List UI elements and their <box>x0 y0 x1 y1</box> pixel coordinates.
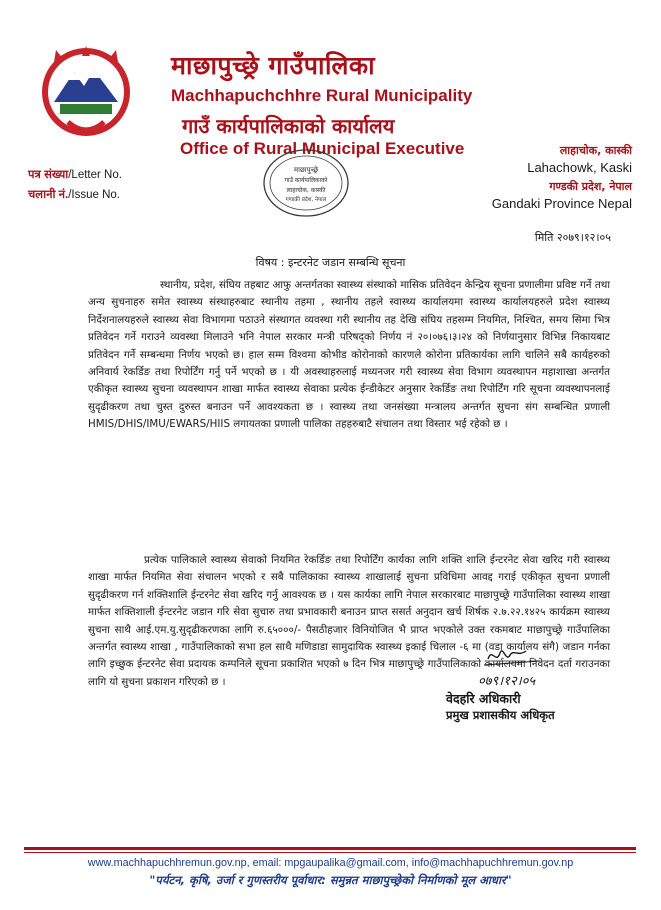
letter-date: मिति २०७९।१२।०५ <box>534 231 611 244</box>
stamp-line-3: लाहाचोक, कास्की <box>286 187 326 194</box>
office-stamp-icon <box>262 148 350 218</box>
body-paragraph-1 <box>88 277 610 434</box>
paragraph-2-text: प्रत्येक पालिकाले स्वास्थ्य सेवाको नियमित रेकर्डिङ तथा रिपोर्टिंग कार्यका लागि शक्ति शालि ईन्टरनेट सेवा खरिद गरी स्वास्थ्य शाखा मार्फत नियमित सेवा संचालन भएको र सबै पालिकाका स्वास्थ्य शाखालाई सुचना प्रविधिमा आवद्द गराई एकीकृत सुचना प्रणाली सुदृढीकरण गर्न शक्तिशालि ईन्टरनेट सेवा खरिद गर्नु आवश्यक छ । यस कार्यका लागि नेपाल सरकारबाट माछापुच्छ्रे गाउँपालिका स्वास्थ्य शाखा मार्फत शक्तिशाली ईन्टरनेट जडान गरि सेवा सुचारु तथा प्रभावकारी बनाउन प्राप्त ससर्त अनुदान खर्च शिर्षक २.७.२२.१४२५ कार्यक्रम स्वास्थ्य सुचना साथै आई.एम.यु.सुदृढीकरणका लागि रु.६५०००/- पैसठीहजार विनियोजित भै प्राप्त भएकोले उक्त रकमबाट माछापुच्छ्रे गाउँपालिका अन्तर्गत स्वास्थ्य शाखा , गाउँपालिकाको सभा हल साथै मणिडाडा सामुदायिक स्वास्थ्य इकाई चिलाल -६ मा (वडा कार्यालय संगै) जडान गर्नका लागि इच्छुक ईन्टरनेट सेवा प्रदायक कम्पनिले सूचना प्रकाशित भएको ७ दिन भित्र माछापुच्छ्रे गाउँपालिकाको कार्यालयमा निवेदन दर्ता गराउनका लागि यो सुचना प्रकाशन गरिएको छ । <box>88 554 610 688</box>
footer-rule <box>24 847 636 850</box>
municipality-name-np: माछापुच्छ्रे गाउँपालिका <box>171 51 376 80</box>
address-line2-en: Gandaki Province Nepal <box>491 196 632 211</box>
issue-label-np: चलानी नं. <box>28 189 69 201</box>
footer-rule-thin <box>24 852 636 853</box>
issue-label-en: /Issue No. <box>68 189 120 201</box>
handwritten-signature <box>470 643 580 691</box>
office-name-en: Office of Rural Municipal Executive <box>180 139 465 158</box>
stamp-line-2: गाउँ कार्यपालिकाको <box>284 177 328 184</box>
issue-number-label <box>28 187 120 202</box>
signature-date: ०७९।१२।०५ <box>478 674 536 689</box>
nepal-emblem-icon <box>38 42 134 142</box>
footer-contact: www.machhapuchhremun.gov.np, email: mpgaupalika@gmail.com, info@machhapuchhremun.gov.np <box>87 857 574 869</box>
address-line1-np: लाहाचोक, कास्की <box>559 144 632 157</box>
stamp-line-1: माछापुच्छ्रे <box>293 166 319 174</box>
signatory-title: प्रमुख प्रशासकीय अधिकृत <box>446 708 555 722</box>
paragraph-1-text: स्थानीय, प्रदेश, संघिय तहबाट आफु अन्तर्गतका स्वास्थ्य संस्थाको मासिक प्रतिवेदन केन्द्रिय सूचना प्रणालीमा प्रविष्ट गर्ने तथा अन्य सुचनाहरु समेत स्वास्थ्य संस्थाहरुबाट स्थानीय तहमा , स्थानीय तहले स्वास्थ्य कार्यालयमा स्वास्थ्य कार्यालयहरुले प्रदेश स्वास्थ्य निर्देशनालयहरुले स्वास्थ्य सेवा विभागमा पठाउने संस्थागत व्यवस्था गरी स्थानीय तह देखि संघिय तहसम्म नियमित, निश्चित, समय सिमा भित्र प्रतिवेदन गर्ने गराउने व्यवस्था मिलाउने भनि नेपाल सरकार मन्त्री परिषद्को निर्णय नं २०।०७६।३।२४ को निर्णयानुसार विभिन्न निकायबाट प्रतिवेदन गर्ने सम्बन्धमा निर्णय भएको छ। हाल सम्म विश्वमा कोभीड कोरोनाको कारणले कोरोना प्रतिकार्यका लागि चालिने सबै कार्यहरुको अनिवार्य रेकर्डिङ तथा रिपोर्टिंग गर्नु पर्ने भएको छ । यी अवस्थाहरुलाई मध्यनजर गरी स्वास्थ्य सेवा विभाग व्यवस्थापन महाशाखा अन्तर्गत एकीकृत स्वास्थ्य सुचना व्यवस्थापन शाखा मार्फत स्वास्थ्य सेवाका प्रत्येक ईन्डीकेटर अनुसार रेकर्डिङ तथा रिपोर्टिंग गरि सूचना व्यवस्थापनलाई सुदृढीकरण तथा चुस्त दुरुस्त बनाउन पर्ने आवश्यकता छ । स्वास्थ्य तथा जनसंख्या मन्त्रालय अन्तर्गत सुचना संग सम्बन्धित प्रणाली HMIS/DHIS/IMU/EWARS/HIIS लगायतका प्रणाली पालिका तहहरुबाटै संचालन तथा विस्तार भई रहेको छ । <box>88 279 610 431</box>
municipality-name-en: Machhapuchchhre Rural Municipality <box>171 86 473 105</box>
footer-slogan: "पर्यटन, कृषि, उर्जा र गुणस्तरीय पूर्वाधार: समुन्नत माछापुच्छ्रेको निर्माणको मूल आधार" <box>149 873 512 887</box>
address-line1-en: Lahachowk, Kaski <box>527 160 632 175</box>
letter-label-en: /Letter No. <box>68 169 122 181</box>
letter-label-np: पत्र संख्या <box>28 169 69 181</box>
letter-number-label <box>28 167 122 182</box>
signatory-name: वेदहरि अधिकारी <box>446 691 521 706</box>
office-name-np: गाउँ कार्यपालिकाको कार्यालय <box>182 114 395 138</box>
stamp-line-4: गण्डकी प्रदेश, नेपाल <box>285 197 327 203</box>
address-line2-np: गण्डकी प्रदेश, नेपाल <box>549 180 632 193</box>
letter-subject: विषय : इन्टरनेट जडान सम्बन्धि सूचना <box>255 256 406 269</box>
